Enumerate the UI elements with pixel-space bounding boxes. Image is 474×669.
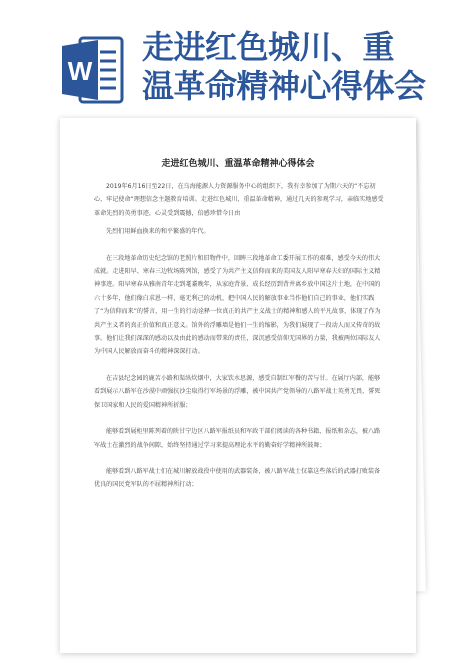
document-title: 走进红色城川、重温革命精神心得体会 — [161, 159, 315, 169]
paragraph: 能够看到展柜里陈列着的陕甘宁边区八路军报纸员和军政干部们阅读的各种书籍、报纸和杂志，被八路军战士在激烈的战争间隙，始终坚持通过学习来提高理论水平的勤奋好学精神所鼓舞； — [94, 428, 381, 449]
word-icon-letter: W — [67, 56, 93, 86]
banner-title-line-2: 温革命精神心得体会 — [142, 67, 426, 105]
paragraph: 先烈们用鲜血换来的和平繁盛的年代。 — [106, 228, 210, 236]
paragraph: 能够看到八路军战士们在城川解放战役中使用的武器装备，被八路军战士仅靠这些落后的武器打败装备优良的国民党军队的不屈精神所打动； — [94, 467, 381, 489]
document-page — [60, 118, 416, 653]
paragraph: 在三段地革命历史纪念馆的老照片和旧物件中，回眸三段地革命工委开展工作的艰难，感受今天的伟大成就。走进阳早、寒春三边牧场陈列馆，感受了为共产主义信仰而来的美国友人阳早寒春夫妇的国际主义精神事迹。阳早寒春从雅南青年走到耄耋晚年，从家庭背景、成长经历到背井离乡放中国这片土地，在中国的六十多年，他们像白求恩一样，毫无利己的动机，把中国人民的解放事业当作他们自己的事业，他们实践了“为信仰而来”的誓言，用一生的行动诠释一位真正的共产主义战士的精神和感人的平凡故事，体现了作为共产主义者的真正价值和真正意义。馆外的浮雕墙是他们一生的缩影，为我们展现了一段动人而又传奇的故事。他们让我们深深的感动以及由此的感动而带来的责任，深沉感受信仰无国界的力量，我被两位国际友人为中国人民解放而奋斗的精神深深打动。 — [94, 254, 381, 356]
paragraph: 2019年6月16日至22日，在乌海能源人力资源服务中心的组织下，我有幸参加了为期六天的“不忘初心、牢记使命”理想信念主题教育培训。走进红色城川、重温革命精神，通过几天的参观学习，亲临实地感受革命先烈的英勇事迹，心灵受到震撼，倍感珍惜今日由 — [94, 183, 384, 217]
word-document-icon — [62, 34, 124, 106]
paragraph: 在吉县纪念园的鹿苫小路和渠纵炊烟中，大家饮水思源，感受自制红军餐的苦与甘。在展厅内部，能够看到展示八路军在沙漠中顽强抗沙尘取得行军场景的浮雕，被中国共产党领导的八路军战士英勇无畏、誓死保卫国家和人民的爱国精神所折服； — [94, 374, 381, 409]
header-banner — [0, 0, 474, 110]
banner-title — [142, 28, 472, 106]
banner-title-line-1: 走进红色城川、重 — [142, 28, 395, 66]
document-body — [94, 180, 384, 497]
